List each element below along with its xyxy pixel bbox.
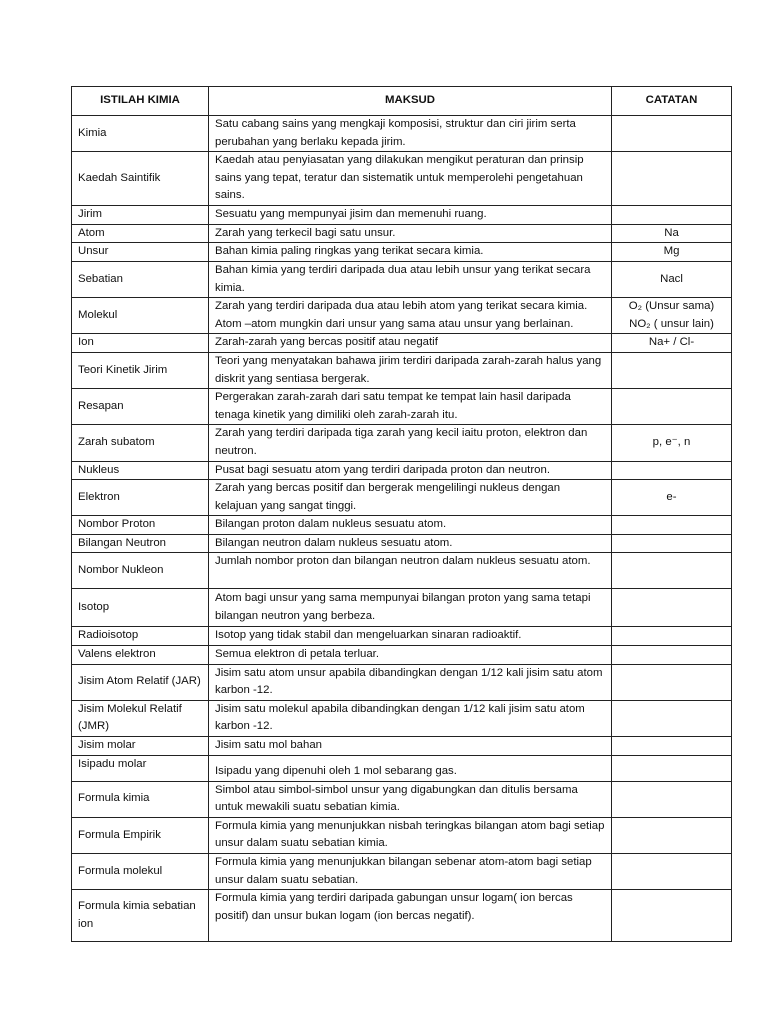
term-cell: Atom (72, 224, 209, 243)
meaning-cell: Bilangan neutron dalam nukleus sesuatu atom. (209, 534, 612, 553)
term-cell: Nombor Proton (72, 516, 209, 535)
term-cell: Nukleus (72, 461, 209, 480)
term-cell: Zarah subatom (72, 425, 209, 461)
term-cell: Formula kimia sebatian ion (72, 890, 209, 942)
table-row (72, 890, 732, 942)
table-row (72, 298, 732, 334)
meaning-cell: Pusat bagi sesuatu atom yang terdiri daripada proton dan neutron. (209, 461, 612, 480)
table-row (72, 646, 732, 665)
document-page (71, 86, 731, 942)
term-cell: Nombor Nukleon (72, 553, 209, 589)
table-row (72, 589, 732, 627)
table-row (72, 425, 732, 461)
term-cell: Bilangan Neutron (72, 534, 209, 553)
meaning-cell: Satu cabang sains yang mengkaji komposisi, struktur dan ciri jirim serta perubahan yang berlaku kepada jirim. (209, 116, 612, 152)
term-cell: Unsur (72, 243, 209, 262)
meaning-cell: Isipadu yang dipenuhi oleh 1 mol sebarang gas. (209, 755, 612, 781)
note-cell (612, 627, 732, 646)
table-row (72, 334, 732, 353)
term-cell: Jisim Molekul Relatif (JMR) (72, 700, 209, 736)
term-cell: Formula molekul (72, 854, 209, 890)
note-cell (612, 781, 732, 817)
term-cell: Resapan (72, 389, 209, 425)
meaning-cell: Semua elektron di petala terluar. (209, 646, 612, 665)
header-note: CATATAN (612, 87, 732, 116)
table-row (72, 389, 732, 425)
meaning-cell: Teori yang menyatakan bahawa jirim terdiri daripada zarah-zarah halus yang diskrit yang sentiasa bergerak. (209, 352, 612, 388)
meaning-cell: Jisim satu mol bahan (209, 737, 612, 756)
note-cell (612, 737, 732, 756)
note-cell (612, 516, 732, 535)
term-cell: Isotop (72, 589, 209, 627)
meaning-cell: Bahan kimia yang terdiri daripada dua atau lebih unsur yang terikat secara kimia. (209, 261, 612, 297)
note-cell (612, 116, 732, 152)
meaning-cell: Zarah yang bercas positif dan bergerak mengelilingi nukleus dengan kelajuan yang sangat tinggi. (209, 480, 612, 516)
meaning-cell: Simbol atau simbol-simbol unsur yang digabungkan dan ditulis bersama untuk mewakili suatu sebatian kimia. (209, 781, 612, 817)
term-cell: Jisim molar (72, 737, 209, 756)
table-row (72, 817, 732, 853)
table-row (72, 534, 732, 553)
table-row (72, 224, 732, 243)
table-row (72, 243, 732, 262)
term-cell: Jisim Atom Relatif (JAR) (72, 664, 209, 700)
term-cell: Isipadu molar (72, 755, 209, 781)
term-cell: Valens elektron (72, 646, 209, 665)
note-cell (612, 890, 732, 942)
table-row (72, 152, 732, 206)
note-cell (612, 553, 732, 589)
meaning-cell: Kaedah atau penyiasatan yang dilakukan mengikut peraturan dan prinsip sains yang tepat, teratur dan sistematik untuk memperolehi pengetahuan sains. (209, 152, 612, 206)
table-header-row (72, 87, 732, 116)
note-cell (612, 152, 732, 206)
table-row (72, 854, 732, 890)
note-cell (612, 817, 732, 853)
table-row (72, 737, 732, 756)
table-row (72, 206, 732, 225)
header-meaning: MAKSUD (209, 87, 612, 116)
note-cell (612, 461, 732, 480)
note-cell (612, 389, 732, 425)
table-row (72, 553, 732, 589)
table-row (72, 781, 732, 817)
term-cell: Radioisotop (72, 627, 209, 646)
meaning-cell: Atom bagi unsur yang sama mempunyai bilangan proton yang sama tetapi bilangan neutron yang berbeza. (209, 589, 612, 627)
note-cell (612, 646, 732, 665)
note-cell (612, 700, 732, 736)
table-row (72, 480, 732, 516)
table-row (72, 627, 732, 646)
meaning-cell: Formula kimia yang terdiri daripada gabungan unsur logam( ion bercas positif) dan unsur bukan logam (ion bercas negatif). (209, 890, 612, 942)
note-cell: Na (612, 224, 732, 243)
table-row (72, 700, 732, 736)
meaning-cell: Zarah yang terdiri daripada tiga zarah yang kecil iaitu proton, elektron dan neutron. (209, 425, 612, 461)
chemistry-glossary-table (71, 86, 732, 942)
note-line: NO₂ ( unsur lain) (629, 317, 714, 330)
meaning-cell: Jisim satu atom unsur apabila dibandingkan dengan 1/12 kali jisim satu atom karbon -12. (209, 664, 612, 700)
note-cell: p, e⁻, n (612, 425, 732, 461)
meaning-cell: Zarah-zarah yang bercas positif atau negatif (209, 334, 612, 353)
note-cell (612, 206, 732, 225)
note-cell: e- (612, 480, 732, 516)
table-row (72, 116, 732, 152)
table-row (72, 664, 732, 700)
meaning-cell: Bilangan proton dalam nukleus sesuatu atom. (209, 516, 612, 535)
meaning-cell: Zarah yang terdiri daripada dua atau lebih atom yang terikat secara kimia. Atom –atom mungkin dari unsur yang sama atau unsur yang berlainan. (209, 298, 612, 334)
note-cell (612, 854, 732, 890)
meaning-cell: Formula kimia yang menunjukkan nisbah teringkas bilangan atom bagi setiap unsur dalam suatu sebatian kimia. (209, 817, 612, 853)
note-cell (612, 755, 732, 781)
meaning-cell: Bahan kimia paling ringkas yang terikat secara kimia. (209, 243, 612, 262)
note-cell (612, 664, 732, 700)
table-row (72, 755, 732, 781)
meaning-cell: Pergerakan zarah-zarah dari satu tempat ke tempat lain hasil daripada tenaga kinetik yang dimiliki oleh zarah-zarah itu. (209, 389, 612, 425)
header-term: ISTILAH KIMIA (72, 87, 209, 116)
term-cell: Teori Kinetik Jirim (72, 352, 209, 388)
term-cell: Formula Empirik (72, 817, 209, 853)
note-cell: Mg (612, 243, 732, 262)
term-cell: Elektron (72, 480, 209, 516)
term-cell: Molekul (72, 298, 209, 334)
term-cell: Jirim (72, 206, 209, 225)
note-cell: Nacl (612, 261, 732, 297)
note-cell (612, 534, 732, 553)
table-row (72, 461, 732, 480)
table-row (72, 516, 732, 535)
note-cell (612, 352, 732, 388)
meaning-cell: Zarah yang terkecil bagi satu unsur. (209, 224, 612, 243)
note-cell: Na+ / Cl- (612, 334, 732, 353)
term-cell: Kaedah Saintifik (72, 152, 209, 206)
term-cell: Ion (72, 334, 209, 353)
term-cell: Kimia (72, 116, 209, 152)
term-cell: Sebatian (72, 261, 209, 297)
note-cell (612, 589, 732, 627)
meaning-cell: Jisim satu molekul apabila dibandingkan dengan 1/12 kali jisim satu atom karbon -12. (209, 700, 612, 736)
term-cell: Formula kimia (72, 781, 209, 817)
meaning-cell: Sesuatu yang mempunyai jisim dan memenuhi ruang. (209, 206, 612, 225)
note-cell (612, 298, 732, 334)
note-line: O₂ (Unsur sama) (628, 300, 715, 313)
table-row (72, 352, 732, 388)
meaning-cell: Formula kimia yang menunjukkan bilangan sebenar atom-atom bagi setiap unsur dalam suatu sebatian. (209, 854, 612, 890)
meaning-cell: Isotop yang tidak stabil dan mengeluarkan sinaran radioaktif. (209, 627, 612, 646)
meaning-cell: Jumlah nombor proton dan bilangan neutron dalam nukleus sesuatu atom. (209, 553, 612, 589)
table-row (72, 261, 732, 297)
